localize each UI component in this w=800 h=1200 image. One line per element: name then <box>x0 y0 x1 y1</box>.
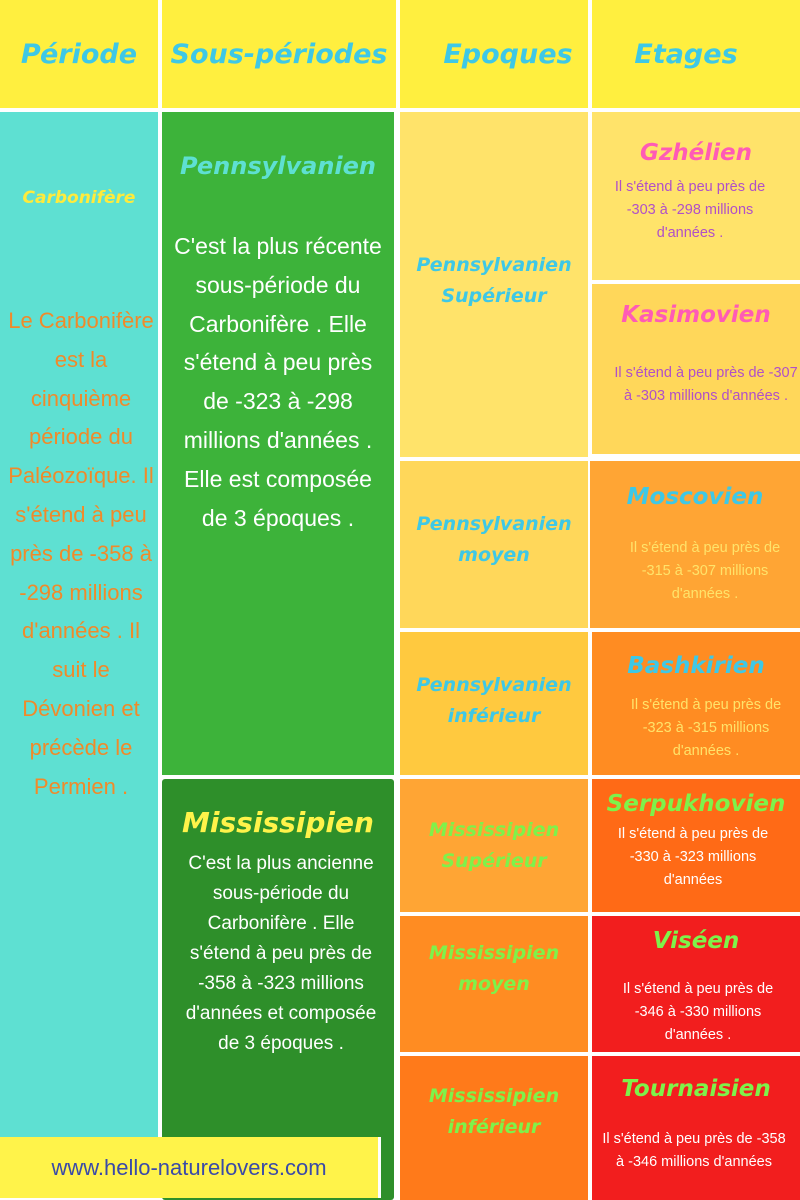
etage-viseen <box>592 916 800 1052</box>
etage-description: Il s'étend à peu près de -307 à -303 millions d'années . <box>614 365 798 404</box>
etage-name: Tournaisien <box>621 1076 771 1102</box>
etage-name: Moscovien <box>626 484 764 510</box>
mississipien-description: C'est la plus ancienne sous-période du Carbonifère . Elle s'étend à peu près de -358 à -323 millions d'années et composée de 3 époques . <box>185 853 377 1054</box>
pennsylvanien-title: Pennsylvanien <box>179 152 377 180</box>
etage-description: Il s'étend à peu près de -330 à -323 millions d'années <box>617 826 769 888</box>
epoque-title: Pennsylvanien moyen <box>416 513 572 566</box>
epoque-title: Mississipien inférieur <box>428 1085 560 1138</box>
epoque-mississipien-superieur <box>400 779 588 912</box>
epoque-title: Mississipien moyen <box>428 942 560 995</box>
header-sous-periodes: Sous-périodes <box>162 0 396 108</box>
header-periode: Période <box>0 0 158 108</box>
etage-kasimovien <box>592 284 800 454</box>
periode-title: Carbonifère <box>22 188 136 208</box>
epoque-title: Mississipien Supérieur <box>428 819 560 872</box>
epoque-title: Pennsylvanien Supérieur <box>416 254 572 307</box>
etage-description: Il s'étend à peu près de -323 à -315 millions d'années . <box>630 697 782 759</box>
periode-description: Le Carbonifère est la cinquième période du Paléozoïque. Il s'étend à peu près de -358 à -298 millions d'années . Il suit le Dévonien et précède le Permien . <box>8 308 154 799</box>
epoque-mississipien-inferieur <box>400 1056 588 1200</box>
epoque-pennsylvanien-superieur <box>400 112 588 457</box>
mississipien-title: Mississipien <box>182 806 374 839</box>
etage-description: Il s'étend à peu près de -346 à -330 millions d'années . <box>622 981 774 1043</box>
etage-name: Viséen <box>652 928 740 954</box>
etage-description: Il s'étend à peu près de -315 à -307 millions d'années . <box>629 540 781 602</box>
header-epoques: Epoques <box>400 0 588 108</box>
etage-gzhelien <box>592 112 800 280</box>
etage-tournaisien <box>592 1056 800 1200</box>
footer-website: www.hello-naturelovers.com <box>0 1137 381 1198</box>
sous-periode-pennsylvanien <box>162 112 394 775</box>
epoque-mississipien-moyen <box>400 916 588 1052</box>
etage-serpukhovien <box>592 779 800 912</box>
epoque-title: Pennsylvanien inférieur <box>416 674 572 727</box>
etage-description: Il s'étend à peu près de -358 à -346 millions d'années <box>602 1131 786 1170</box>
periode-panel <box>0 112 158 1137</box>
etage-name: Serpukhovien <box>606 791 786 817</box>
etage-bashkirien <box>592 632 800 775</box>
etage-name: Bashkirien <box>627 653 765 679</box>
etage-name: Kasimovien <box>621 302 771 328</box>
header-etages: Etages <box>592 0 800 108</box>
etage-name: Gzhélien <box>640 140 752 166</box>
etage-description: Il s'étend à peu près de -303 à -298 millions d'années . <box>614 179 766 241</box>
epoque-pennsylvanien-inferieur <box>400 632 588 775</box>
etage-moscovien <box>590 461 800 628</box>
pennsylvanien-description: C'est la plus récente sous-période du Carbonifère . Elle s'étend à peu près de -323 à -298 millions d'années . Elle est composée de 3 époques . <box>174 233 382 531</box>
epoque-pennsylvanien-moyen <box>400 461 588 628</box>
